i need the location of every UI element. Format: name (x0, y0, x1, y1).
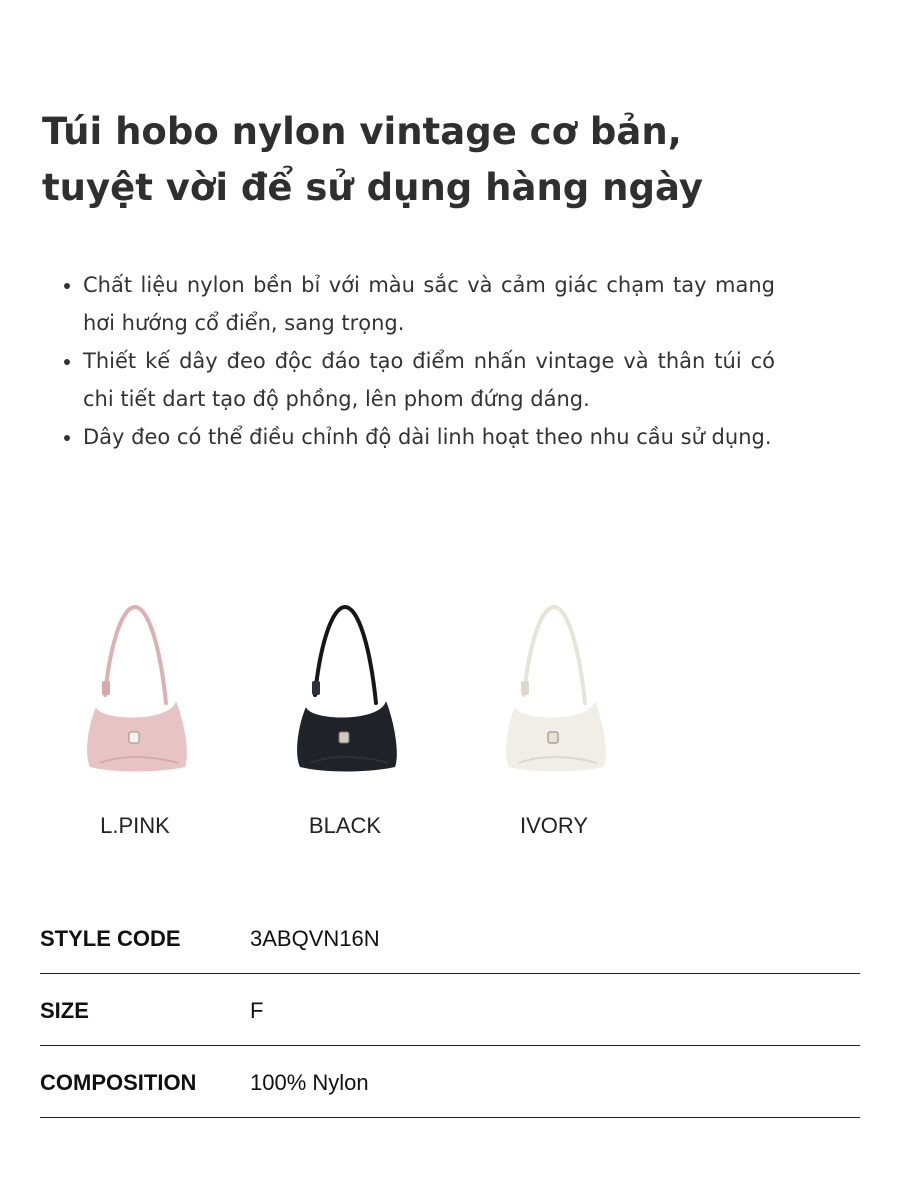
spec-row-composition (40, 1046, 860, 1118)
feature-item: • Chất liệu nylon bền bỉ với màu sắc và cảm giác chạm tay mang hơi hướng cổ điển, sang trọng. (83, 266, 775, 342)
spec-row-style-code (40, 902, 860, 974)
spec-row-size (40, 974, 860, 1046)
product-title: Túi hobo nylon vintage cơ bản, tuyệt vời để sử dụng hàng ngày (42, 110, 703, 209)
black-hobo-bag-icon (250, 595, 440, 785)
color-options (40, 595, 680, 855)
spec-value: 100% Nylon (250, 1070, 369, 1095)
color-option-ivory[interactable] (459, 595, 649, 845)
spec-key: COMPOSITION (40, 1070, 197, 1095)
color-option-black[interactable] (250, 595, 440, 845)
spec-key: SIZE (40, 998, 89, 1023)
feature-item: • Thiết kế dây đeo độc đáo tạo điểm nhấn vintage và thân túi có chi tiết dart tạo độ phồng, lên phom đứng dáng. (83, 342, 775, 418)
feature-list (42, 266, 775, 456)
color-option-pink[interactable] (40, 595, 230, 845)
spec-value: F (250, 998, 264, 1023)
color-label: IVORY (519, 813, 589, 838)
spec-key: STYLE CODE (40, 926, 181, 951)
color-label: L.PINK (100, 813, 170, 838)
pink-hobo-bag-icon (40, 595, 230, 785)
color-label: BLACK (308, 813, 382, 838)
feature-item: • Dây đeo có thể điều chỉnh độ dài linh hoạt theo nhu cầu sử dụng. (83, 418, 775, 456)
ivory-hobo-bag-icon (459, 595, 649, 785)
spec-value: 3ABQVN16N (250, 926, 380, 951)
spec-table (40, 902, 860, 1118)
